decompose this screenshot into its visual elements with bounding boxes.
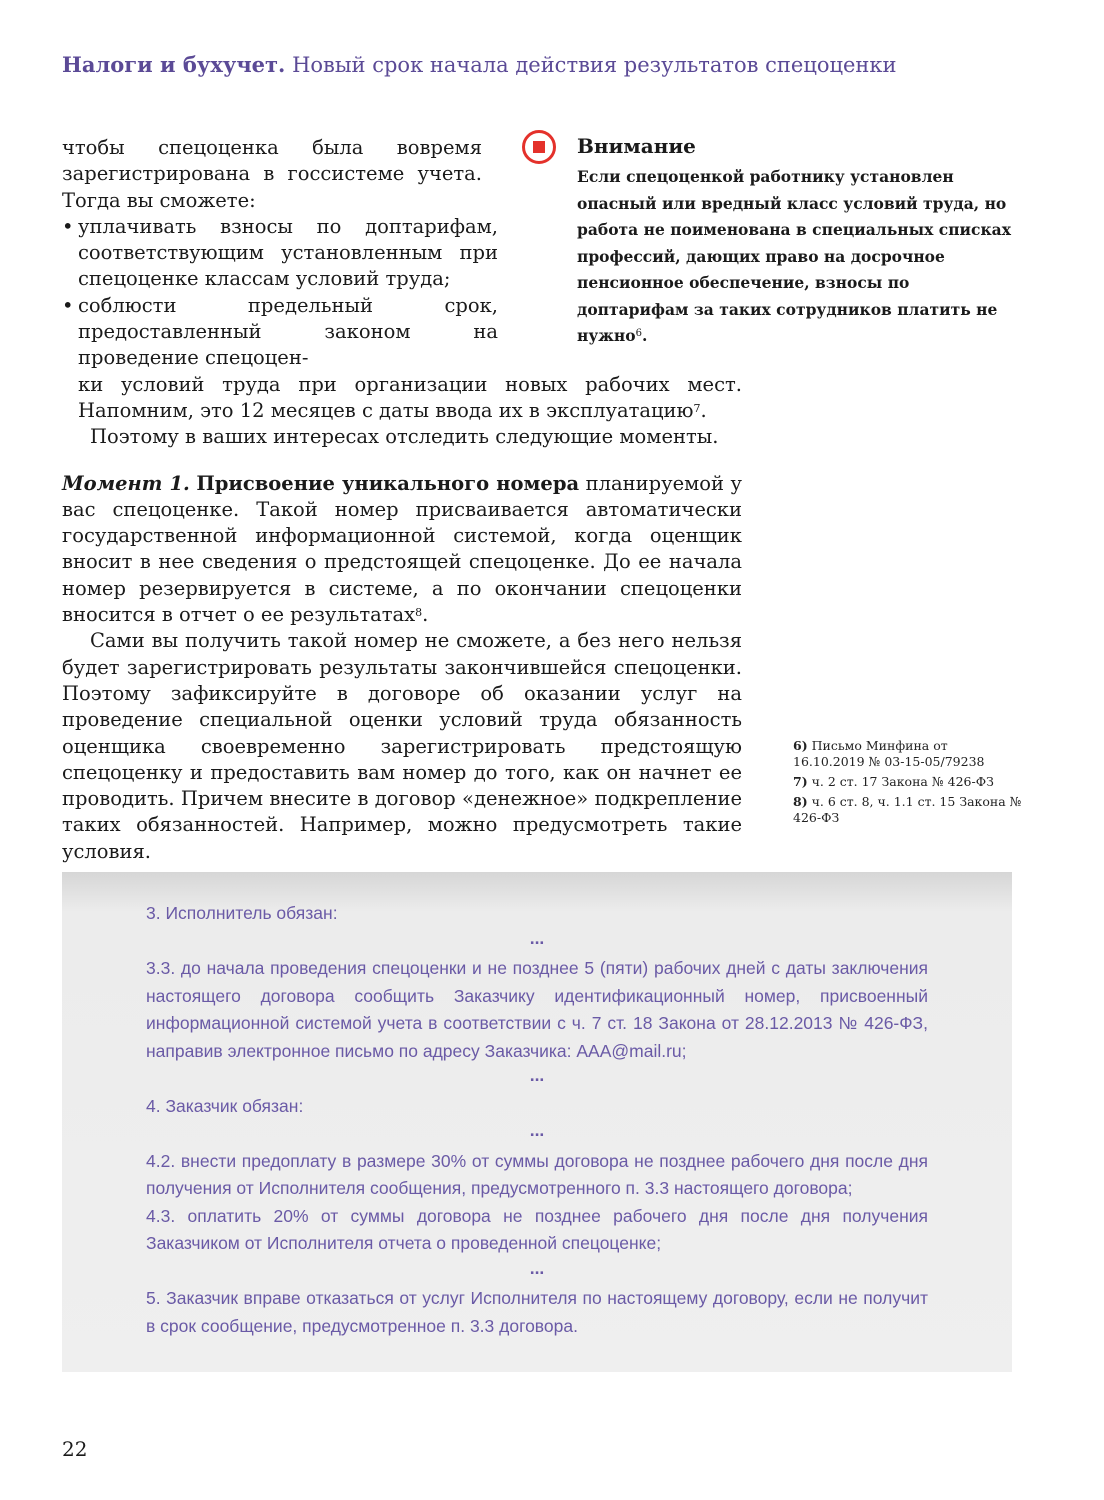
ellipsis: ...: [529, 1065, 545, 1085]
footnote-ref: 6: [635, 328, 642, 339]
ellipsis: ...: [529, 1120, 545, 1140]
attention-text: Если спецоценкой работнику установлен опасный или вредный класс условий труда, но работа не поименована в специальных списках профессий, дающих право на досрочное пенсионное обеспечение, взносы по доптарифам за таких сотрудников платить не нужно$^6$.: [577, 167, 1011, 345]
intro-paragraph: чтобы спецоценка была вовремя зарегистрирована в госсистеме учета. Тогда вы сможете:: [62, 136, 482, 212]
page-number: 22: [62, 1437, 88, 1461]
running-header: [62, 52, 1042, 77]
ellipsis: ...: [529, 927, 545, 948]
moment-number: Момент 1.: [62, 471, 190, 495]
contract-heading: 3. Исполнитель обязан:: [146, 903, 338, 923]
moment-text: планируемой у вас спецоценке. Такой номер присваивается автоматически государственной информационной системой, когда оценщик вносит в нее сведения о предстоящей спецоценке. До ее начала номер резервируется в системе, а по окончании спецоценки вносится в отчет о ее результатах: [62, 471, 743, 627]
therefore-paragraph: Поэтому в ваших интересах отследить следующие моменты.: [90, 425, 719, 449]
body-paragraph: Сами вы получить такой номер не сможете, а без него нельзя будет зарегистрировать результаты закончившейся спецоценки. Поэтому зафиксируйте в договоре об оказании услуг на проведение специальной оценки условий труда обязанность оценщика своевременно зарегистрировать предстоящую спецоценку и предоставить вам номер до того, как он начнет ее проводить. Причем внесите в договор «денежное» подкрепление таких обязанностей. Например, можно предусмотреть такие условия.: [62, 629, 742, 863]
contract-clause: 4.3. оплатить 20% от суммы договора не позднее рабочего дня после дня получения Заказчиком от Исполнителя отчета о проведенной спецоценке;: [146, 1205, 928, 1253]
bullet-tail: ки условий труда при организации новых рабочих мест. Напомним, это 12 месяцев с даты ввода их в эксплуатацию: [78, 372, 742, 422]
moment-title: Присвоение уникального номера: [196, 471, 580, 495]
stop-icon: [522, 130, 556, 164]
footnote: 7) ч. 2 ст. 17 Закона № 426-ФЗ: [793, 774, 994, 789]
bullet-item: • соблюсти предельный срок, предоставленный законом на проведение спецоцен- ки условий труда при организации новых рабочих мест. Напомним, это 12 месяцев с даты ввода их в эксплуатацию$^7$.: [62, 293, 742, 424]
ellipsis: ...: [529, 1257, 545, 1278]
contract-excerpt: [62, 872, 1012, 1372]
header-section: Налоги и бухучет.: [62, 52, 286, 77]
footnotes: [793, 738, 1023, 830]
contract-clause: 3.3. до начала проведения спецоценки и не позднее 5 (пяти) рабочих дней с даты заключения настоящего договора сообщить Заказчику идентификационный номер, присвоенный информационной системой учета в соответствии с ч. 7 ст. 18 Закона от 28.12.2013 № 426-ФЗ, направив электронное письмо по адресу Заказчика: AAA@mail.ru;: [146, 958, 928, 1061]
footnote-ref: 7: [693, 401, 701, 415]
header-title: Новый срок начала действия результатов спецоценки: [292, 53, 897, 77]
contract-heading: 4. Заказчик обязан:: [146, 1095, 304, 1116]
contract-clause: 5. Заказчик вправе отказаться от услуг Исполнителя по настоящему договору, если не получит в срок сообщение, предусмотренное п. 3.3 договора.: [146, 1288, 928, 1336]
contract-clause: 4.2. внести предоплату в размере 30% от суммы договора не позднее рабочего дня после дня получения от Исполнителя сообщения, предусмотренного п. 3.3 настоящего договора;: [146, 1150, 928, 1198]
moment-paragraph: Момент 1. Присвоение уникального номера планируемой у вас спецоценке. Такой номер присваивается автоматически государственной информационной системой, когда оценщик вносит в нее сведения о предстоящей спецоценке. До ее начала номер резервируется в системе, а по окончании спецоценки вносится в отчет о ее результатах$^8$.: [62, 471, 743, 627]
footnote: 8) ч. 6 ст. 8, ч. 1.1 ст. 15 Закона № 426-ФЗ: [793, 794, 1022, 825]
bullet-item: • уплачивать взносы по доптарифам, соответствующим установленным при спецоценке классам условий труда;: [62, 214, 498, 293]
footnote: 6) Письмо Минфина от 16.10.2019 № 03-15-05/79238: [793, 738, 985, 769]
attention-title: Внимание: [577, 134, 696, 158]
footnote-ref: 8: [415, 606, 423, 620]
